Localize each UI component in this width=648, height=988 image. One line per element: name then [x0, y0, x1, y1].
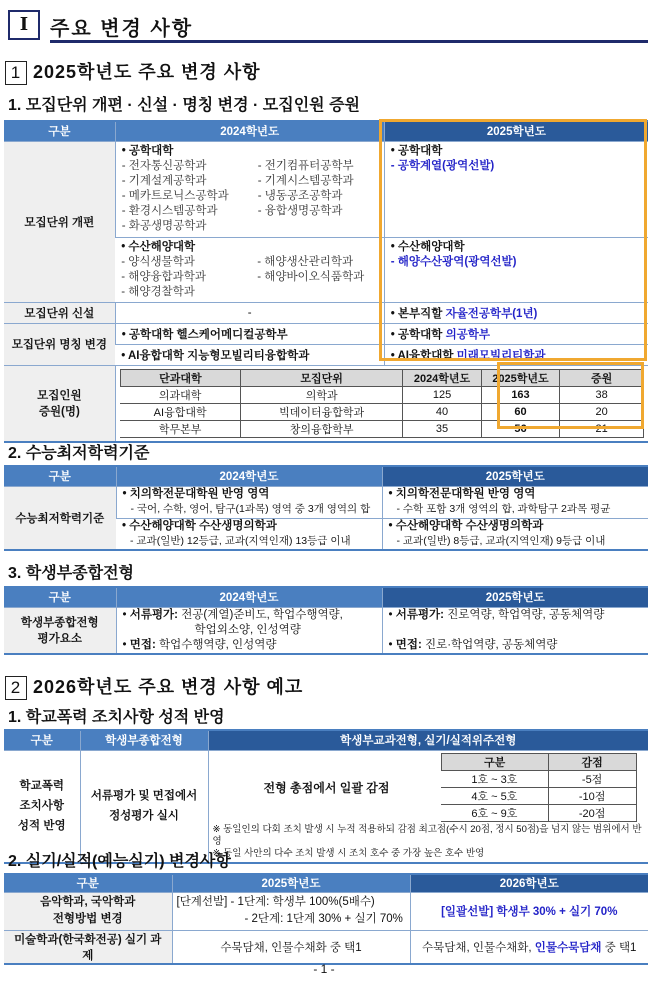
table-row [441, 787, 636, 804]
header-2025: 2025학년도 [382, 587, 648, 607]
chapter-underline [50, 40, 648, 43]
label-increase [4, 365, 115, 442]
highlight: 인물수묵담채 [534, 941, 602, 954]
doc-value: 전공(계열)준비도, 학업수행역량, [178, 608, 343, 621]
dept: - 메카트로닉스공학과 [121, 190, 229, 202]
increase-table [120, 369, 644, 438]
label-line: 평가요소 [37, 633, 82, 645]
new-unit-2025 [384, 302, 648, 323]
cell: 창의융합학부 [241, 420, 403, 437]
doc-label: 서류평가: [395, 608, 444, 621]
label-music [4, 892, 172, 930]
label-line: 학교폭력 [19, 780, 64, 792]
dept: - 전기컴퓨터공학부 [257, 160, 354, 172]
cell: 56 [481, 420, 559, 437]
header-2025: 2025학년도 [172, 874, 410, 892]
dept: - 해양생산관리학과 [257, 255, 354, 268]
cell: 빅데이터융합학과 [241, 403, 403, 420]
deduction-table [441, 753, 637, 822]
label-comprehensive [4, 607, 116, 654]
label-violence [4, 750, 80, 863]
col-gubun: 구분 [441, 753, 548, 770]
cell: 학무본부 [120, 420, 240, 437]
cell: 6호 ~ 9호 [441, 804, 548, 821]
chapter-number: I [8, 10, 40, 40]
new-unit-2024: - [115, 302, 384, 323]
item-head: • 수산해양대학 수산생명의학과 [122, 519, 277, 532]
table-row [120, 403, 643, 420]
unit-name: 자율전공학부 [445, 307, 513, 320]
header-gubun: 구분 [4, 466, 116, 486]
label-csat: 수능최저학력기준 [4, 486, 116, 550]
dept: - 양식생물학과 [121, 255, 195, 268]
table-row [120, 420, 643, 437]
section2-title [5, 673, 303, 700]
item-detail: - 교과(일반) 8등급, 교과(지역인재) 9등급 이내 [396, 534, 606, 547]
item-head: • 수산해양대학 수산생명의학과 [388, 519, 544, 532]
chapter-title: 주요 변경 사항 [50, 18, 194, 40]
dept: - 화공생명공학과 [121, 220, 207, 232]
doc-value: 진로역량, 학업역량, 공동체역량 [444, 608, 605, 621]
section1-title [5, 58, 261, 85]
cell: 4호 ~ 5호 [441, 787, 548, 804]
cell: 60 [481, 403, 559, 420]
sub3-title: 3. 학생부종합전형 [8, 565, 134, 582]
cell: -20점 [548, 804, 636, 821]
note: ※ 동일인의 다회 조치 발생 시 누적 적용하되 감점 최고점(수시 20점, 정시 50점)을 넘지 않는 범위에서 반영 [212, 823, 642, 847]
increase-cell [115, 365, 648, 442]
deduction-text: 전형 총점에서 일괄 감점 [263, 780, 390, 795]
header-2025: 2025학년도 [382, 466, 648, 486]
item-detail: - 수학 포함 3개 영역의 합, 과학탐구 2과목 평균 [396, 503, 611, 515]
label-line: 음악학과, 국악학과 [40, 896, 136, 908]
doc-label: 서류평가: [129, 608, 178, 621]
prefix: • AI융합대학 [390, 349, 457, 362]
cell: 1호 ~ 3호 [441, 770, 548, 787]
recruitment-unit-table [4, 120, 648, 443]
header-gubun: 구분 [4, 874, 172, 892]
table-row [441, 770, 636, 787]
col-unit: 모집단위 [241, 369, 403, 386]
comp-2024: • 서류평가: 전공(계열)준비도, 학업수행역량, 학업외소양, 인성역량 • 면접: 학업수행역량, 인성역량 [116, 607, 382, 654]
rename-2024: • AI융합대학 지능형모빌리티융합학과 [115, 344, 384, 365]
col-college: 단과대학 [120, 369, 240, 386]
doc-value-cont: 학업외소양, 인성역량 [194, 623, 301, 636]
comprehensive-table [4, 586, 648, 655]
comprehensive-value [80, 750, 208, 863]
csat-2025 [382, 518, 648, 550]
label-rename: 모집단위 명칭 변경 [4, 323, 115, 365]
dept-list [121, 255, 378, 300]
dept: - 해양경찰학과 [121, 285, 195, 298]
reorg-fish-2025 [384, 237, 648, 302]
csat-2024 [116, 486, 382, 518]
college-name: • 수산해양대학 [390, 240, 465, 253]
interview-value: 진로·학업역량, 공동체역량 [421, 638, 558, 651]
text-line: 정성평가 실시 [109, 810, 179, 822]
dept: - 냉동공조공학과 [257, 190, 343, 202]
cell: 의과대학 [120, 386, 240, 403]
text-line: [단계선발] - 1단계: 학생부 100%(5배수) [176, 896, 375, 908]
label-line: 성적 반영 [17, 820, 66, 832]
college-name: • 공학대학 [121, 145, 174, 157]
sub1-title: 1. 모집단위 개편 · 신설 · 명칭 변경 · 모집인원 증원 [8, 97, 360, 114]
label-new-unit: 모집단위 신설 [4, 302, 115, 323]
chapter-header [8, 8, 640, 42]
reorg-eng-2024 [115, 141, 384, 237]
label-reorg: 모집단위 개편 [4, 141, 115, 302]
new-dept: 공학계열(광역선발) [397, 159, 495, 172]
dept: - 기계시스템공학과 [257, 175, 354, 187]
cell: 163 [481, 386, 559, 403]
cell: -10점 [548, 787, 636, 804]
header-gubun: 구분 [4, 587, 116, 607]
cell: 의학과 [241, 386, 403, 403]
dash: - [390, 255, 398, 268]
rename-2025 [384, 344, 648, 365]
prefix: 수묵담채, 인물수채화, [422, 941, 535, 954]
section1-title-text: 2025학년도 주요 변경 사항 [33, 62, 261, 82]
school-violence-table [4, 729, 648, 864]
prefix: • 공학대학 [390, 328, 446, 341]
dept: - 융합생명공학과 [257, 205, 343, 217]
text-line: - 2단계: 1단계 30% + 실기 70% [244, 913, 403, 925]
college-name: • 공학대학 [390, 144, 443, 157]
label-line: 모집인원 [37, 390, 82, 402]
dept: - 환경시스템공학과 [121, 205, 218, 217]
header-2026: 2026학년도 [410, 874, 648, 892]
header-gubun: 구분 [4, 121, 115, 141]
label-line: 증원(명) [38, 406, 80, 418]
header-2025: 2025학년도 [384, 121, 648, 141]
note: ※ 동일 사안의 다수 조치 발생 시 조치 호수 중 가장 높은 호수 반영 [212, 847, 485, 859]
item-detail: - 교과(일반) 12등급, 교과(지역인재) 13등급 이내 [130, 534, 351, 547]
cell: AI융합대학 [120, 403, 240, 420]
col-increase: 증원 [560, 369, 644, 386]
interview-label: 면접: [129, 638, 156, 651]
label-line: 조치사항 [19, 800, 64, 812]
cell: 125 [403, 386, 481, 403]
csat-table [4, 465, 648, 551]
suffix: (1년) [512, 307, 538, 320]
art-2026 [410, 930, 648, 964]
art-2025: 수묵담채, 인물수채화 중 택1 [172, 930, 410, 964]
section2-number: 2 [5, 676, 27, 700]
deduction-cell [208, 750, 648, 863]
rename-2024: • 공학대학 헬스케어메디컬공학부 [115, 323, 384, 344]
comp-2025: • 서류평가: 진로역량, 학업역량, 공동체역량 • 면접: 진로·학업역량, 공동체역량 [382, 607, 648, 654]
table-row [120, 386, 643, 403]
item-head: • 치의학전문대학원 반영 영역 [122, 488, 270, 500]
cell: 35 [403, 420, 481, 437]
college-name: • 수산해양대학 [121, 240, 196, 253]
prefix: • 본부직할 [390, 307, 446, 320]
music-2025 [172, 892, 410, 930]
unit-name: 미래모빌리티학과 [456, 349, 546, 362]
section2-title-text: 2026학년도 주요 변경 사항 예고 [33, 677, 304, 697]
cell: 20 [560, 403, 644, 420]
s2-sub1-title: 1. 학교폭력 조치사항 성적 반영 [8, 709, 225, 726]
interview-label: 면접: [395, 638, 422, 651]
header-comprehensive: 학생부종합전형 [80, 730, 208, 750]
section1-number: 1 [5, 61, 27, 85]
interview-value: 학업수행역량, 인성역량 [155, 638, 277, 651]
col-2024: 2024학년도 [403, 369, 481, 386]
reorg-eng-2025 [384, 141, 648, 237]
text-line: 서류평가 및 면접에서 [90, 790, 198, 802]
cell: -5점 [548, 770, 636, 787]
dept-list [122, 159, 378, 234]
reorg-fish-2024 [115, 237, 384, 302]
cell: 40 [403, 403, 481, 420]
rename-2025 [384, 323, 648, 344]
label-line: 전형방법 변경 [52, 913, 123, 925]
col-2025: 2025학년도 [481, 369, 559, 386]
dept: - 기계설계공학과 [121, 175, 207, 187]
practical-table [4, 873, 648, 965]
col-deduction: 감점 [548, 753, 636, 770]
csat-2024 [116, 518, 382, 550]
dept: - 전자통신공학과 [121, 160, 207, 172]
header-2024: 2024학년도 [116, 466, 382, 486]
csat-2025 [382, 486, 648, 518]
item-head: • 치의학전문대학원 반영 영역 [388, 488, 536, 500]
header-gubun: 구분 [4, 730, 80, 750]
page-number: - 1 - [313, 962, 335, 976]
suffix: 중 택1 [601, 941, 637, 954]
table-row [441, 804, 636, 821]
item-detail: - 국어, 수학, 영어, 탐구(1과목) 영역 중 3개 영역의 합 [130, 503, 371, 515]
new-dept: 해양수산광역(광역선발) [397, 255, 517, 268]
header-subject-practical: 학생부교과전형, 실기/실적위주전형 [208, 730, 648, 750]
unit-name: 의공학부 [445, 328, 490, 341]
cell: 21 [560, 420, 644, 437]
dash: - [390, 159, 398, 172]
header-2024: 2024학년도 [115, 121, 384, 141]
label-art: 미술학과(한국화전공) 실기 과제 [4, 930, 172, 964]
label-line: 학생부종합전형 [20, 617, 99, 629]
dept: - 해양바이오식품학과 [257, 270, 365, 283]
s2-sub2-title: 2. 실기/실적(예능실기) 변경사항 [8, 853, 231, 870]
sub2-title: 2. 수능최저학력기준 [8, 445, 150, 462]
header-2024: 2024학년도 [116, 587, 382, 607]
cell: 38 [560, 386, 644, 403]
music-2026: [일괄선발] 학생부 30% + 실기 70% [410, 892, 648, 930]
dept: - 해양융합과학과 [121, 270, 206, 283]
